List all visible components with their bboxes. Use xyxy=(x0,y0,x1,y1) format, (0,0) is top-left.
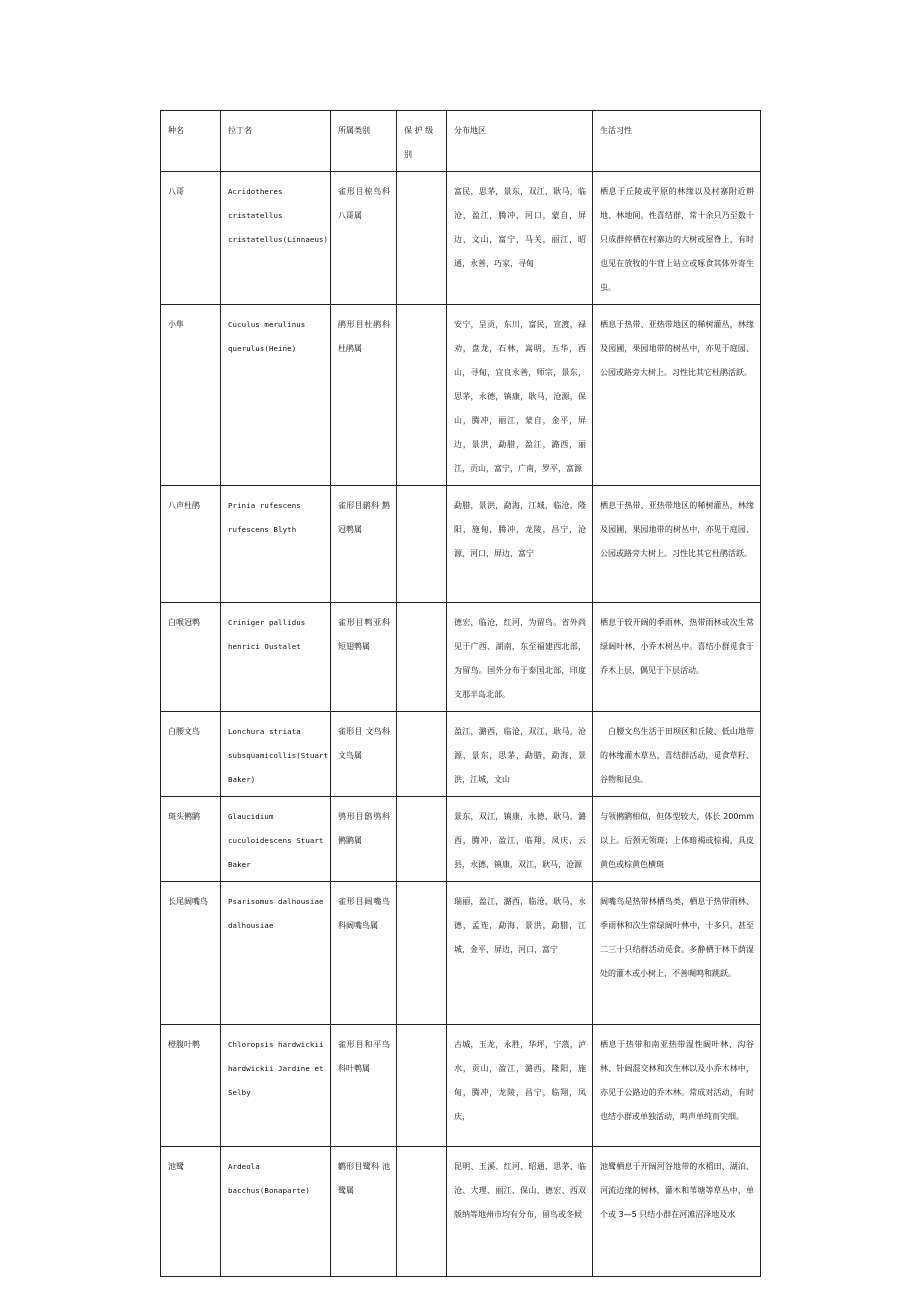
distribution-cell: 富民，思茅，景东，双江，耿马，临沧，盈江，腾冲，河口，蒙自，屏边，文山，富宁，马关，丽江，昭通，永善，巧家，寻甸 xyxy=(447,172,593,305)
habit-cell: 栖息于热带、亚热带地区的稀树灌丛，林缘及园圃，果园地带的树丛中，亦见于庭园、公园或路旁大树上。习性比其它杜鹃活跃。 xyxy=(593,305,761,486)
habit-cell: 阔嘴鸟是热带林栖鸟类，栖息于热带雨林、季雨林和次生常绿阔叶林中，十多只，甚至二三十只结群活动觅食。多静栖于林下荫湿处的灌木或小树上，不善啁鸣和跳跃。 xyxy=(593,882,761,1025)
category-cell: 雀形目鹟科 鹪 冠鹎属 xyxy=(331,486,397,603)
distribution-cell: 昆明、玉溪、红河、昭通、思茅、临沧、大理、丽江、保山、德宏、西双版纳等地州市均有分布，留鸟或冬候 xyxy=(447,1147,593,1277)
header-cell: 分布地区 xyxy=(447,111,593,172)
habit-cell: 栖息于热带、亚热带地区的稀树灌丛，林缘及园圃，果园地带的树丛中，亦见于庭园、公园或路旁大树上。习性比其它杜鹃活跃。 xyxy=(593,486,761,603)
distribution-cell: 瑞丽，盈江，潞西，临沧，耿马，永德，孟连，勐海，景洪，勐腊，江城，金平，屏边，河口，富宁 xyxy=(447,882,593,1025)
category-cell: 鹃形目杜鹃科 杜鹃属 xyxy=(331,305,397,486)
species-name-cell: 池鹭 xyxy=(161,1147,221,1277)
protection-cell xyxy=(397,1025,447,1147)
category-cell: 鸮形目鸱鸮科鸺鹠属 xyxy=(331,797,397,882)
category-cell: 雀形目 文鸟科文鸟属 xyxy=(331,712,397,797)
table-row xyxy=(161,882,761,1025)
category-cell: 鹳形目鹭科 池鹭属 xyxy=(331,1147,397,1277)
table-row xyxy=(161,797,761,882)
table-row xyxy=(161,486,761,603)
protection-cell xyxy=(397,882,447,1025)
distribution-cell: 景东，双江，镇康，永德，耿马，潞西，腾冲，盈江，临翔，凤庆，云县，永德，镇康，双江，耿马，沧源 xyxy=(447,797,593,882)
latin-name-cell: Lonchura striata subsquamicollis(Stuart Baker) xyxy=(221,712,331,797)
protection-cell xyxy=(397,1147,447,1277)
latin-name-cell: Glaucidium cuculoidescens Stuart Baker xyxy=(221,797,331,882)
header-cell: 拉丁名 xyxy=(221,111,331,172)
table-row xyxy=(161,172,761,305)
header-cell: 生活习性 xyxy=(593,111,761,172)
species-name-cell: 长尾阔嘴鸟 xyxy=(161,882,221,1025)
latin-name-cell: Ardeola bacchus(Bonaparte) xyxy=(221,1147,331,1277)
latin-name-cell: Cuculus merulinus querulus(Heine) xyxy=(221,305,331,486)
habit-cell: 栖息于丘陵或平原的林缘以及村寨附近耕地、林地间。性喜结群，常十余只乃至数十只成群停栖在村寨边的大树或屋脊上，有时也见在放牧的牛背上站立或啄食其体外寄生虫。 xyxy=(593,172,761,305)
distribution-cell: 勐腊，景洪，勐海，江城，临沧，隆阳，施甸，腾冲，龙陵，昌宁，沧源，河口，屏边，富宁 xyxy=(447,486,593,603)
protection-cell xyxy=(397,486,447,603)
category-cell: 雀形目椋鸟科八哥属 xyxy=(331,172,397,305)
distribution-cell: 德宏，临沧，红河，为留鸟。省外尚见于广西、湖南，东至福建西北部，为留鸟。国外分布于泰国北部，印度支那半岛北部。 xyxy=(447,603,593,712)
distribution-cell: 盈江，潞西，临沧，双江，耿马，沧源，景东，思茅，勐腊，勐海，景洪，江城，文山 xyxy=(447,712,593,797)
protection-cell xyxy=(397,603,447,712)
habit-cell: 栖息于较开阔的季雨林，热带雨林或次生常绿阔叶林，小乔木树丛中。喜结小群觅食于乔木上层，偶见于下层活动。 xyxy=(593,603,761,712)
latin-name-cell: Psarisomus dalhousiae dalhousiae xyxy=(221,882,331,1025)
distribution-cell: 古城，玉龙，永胜，华坪，宁蒗，泸水，贡山，盈江，潞西，隆阳，施甸，腾冲，龙陵，昌宁，临翔，凤庆， xyxy=(447,1025,593,1147)
species-name-cell: 白喉冠鹎 xyxy=(161,603,221,712)
habit-cell: 池鹭栖息于开阔河谷地带的水稻田、湖泊、河流边缘的树林，灌木和苇塘等草丛中，单个或 3—5 只结小群在河滩沼泽地及水 xyxy=(593,1147,761,1277)
category-cell: 雀形目和平鸟科叶鹎属 xyxy=(331,1025,397,1147)
species-table xyxy=(160,110,761,1277)
latin-name-cell: Prinia rufescens rufescens Blyth xyxy=(221,486,331,603)
table-row xyxy=(161,305,761,486)
species-name-cell: 斑头鸺鹠 xyxy=(161,797,221,882)
protection-cell xyxy=(397,712,447,797)
species-name-cell: 小隼 xyxy=(161,305,221,486)
species-name-cell: 橙腹叶鹎 xyxy=(161,1025,221,1147)
table-row xyxy=(161,603,761,712)
distribution-cell: 安宁，呈贡，东川，富民，宣渡，禄劝，盘龙，石林，嵩明，五华，西山，寻甸，宜良永善，师宗，景东，思茅，永德，镇康，耿马，沧源，保山，腾冲，丽江，蒙自，金平，屏边，景洪，勐腊，盈江，潞西，丽江，贡山，富宁，广南，罗平，富源 xyxy=(447,305,593,486)
latin-name-cell: Chloropsis hardwickii hardwickii Jardine et Selby xyxy=(221,1025,331,1147)
header-cell: 保 护 级 别 xyxy=(397,111,447,172)
table-row xyxy=(161,1147,761,1277)
protection-cell xyxy=(397,305,447,486)
table-header-row xyxy=(161,111,761,172)
habit-cell: 与领鸺鹠相似，但体型较大，体长 200mm 以上。后颈无领斑；上体暗褐或棕褐，具皮黄色或棕黄色横斑 xyxy=(593,797,761,882)
header-cell: 所属类别 xyxy=(331,111,397,172)
table-row xyxy=(161,1025,761,1147)
protection-cell xyxy=(397,172,447,305)
latin-name-cell: Criniger pallidus henrici Oustalet xyxy=(221,603,331,712)
header-cell: 种名 xyxy=(161,111,221,172)
category-cell: 雀形目鹎亚科短翅鹎属 xyxy=(331,603,397,712)
latin-name-cell: Acridotheres cristatellus cristatellus(Linnaeus) xyxy=(221,172,331,305)
habit-cell: 栖息于热带和南亚热带湿性阔叶林、沟谷林、针阔混交林和次生林以及小乔木林中，亦见于公路边的乔木林。常成对活动，有时也结小群或单独活动，鸣声单纯而尖细。 xyxy=(593,1025,761,1147)
species-name-cell: 八哥 xyxy=(161,172,221,305)
habit-cell: 白腰文鸟生活于田坝区和丘陵、低山地带的林缘灌木草丛，喜结群活动，觅食草籽、谷物和昆虫。 xyxy=(593,712,761,797)
table-row xyxy=(161,712,761,797)
protection-cell xyxy=(397,797,447,882)
category-cell: 雀形目阔嘴鸟科阔嘴鸟属 xyxy=(331,882,397,1025)
species-name-cell: 八声杜鹃 xyxy=(161,486,221,603)
species-name-cell: 白腰文鸟 xyxy=(161,712,221,797)
